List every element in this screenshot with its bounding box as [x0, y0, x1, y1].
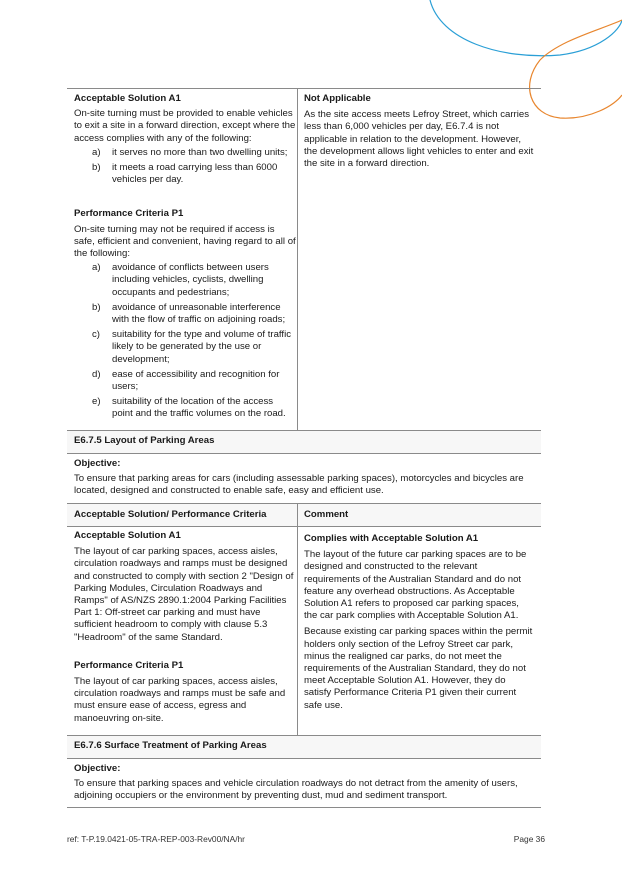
list-item-text: it meets a road carrying less than 6000 vehicles per day.	[112, 162, 278, 186]
p1-body: On-site turning may not be required if access is safe, efficient and convenient, having regard to all of the following:	[74, 223, 296, 260]
section-676-title: E6.7.6 Surface Treatment of Parking Areas	[74, 740, 267, 751]
a1-list	[74, 147, 296, 187]
col-header-left: Acceptable Solution/ Performance Criteria	[74, 509, 267, 520]
p1-675-body: The layout of car parking spaces, access aisles, circulation roadways and ramps must be safe and must ensure ease of access, egress and manoeuvring on-site.	[74, 676, 286, 724]
section-675-objective	[67, 458, 541, 498]
column-divider	[297, 503, 298, 735]
rule	[67, 807, 541, 808]
footer-ref: ref: T-P.19.0421-05-TRA-REP-003-Rev00/NA/hr	[67, 834, 245, 844]
col-header-right: Comment	[304, 509, 349, 520]
list-item	[74, 147, 296, 159]
rule	[67, 453, 541, 454]
p1-675-heading: Performance Criteria P1	[74, 659, 184, 671]
a1-right-cell	[304, 93, 534, 170]
objective-label: Objective:	[74, 763, 121, 774]
a1-675-body: The layout of car parking spaces, access aisles, circulation roadways and ramps must be designed and constructed to comply with section 2 "Design of Parking Modules, Circulation Roadways and Ramps" of AS/NZS 2890.1:2004 Parking Facilities Part 1: Off-street car parking and must have sufficient headroom to comply with clause 5.3 "Headroom" of the same Standard.	[74, 546, 294, 643]
not-applicable-body: As the site access meets Lefroy Street, which carries less than 6,000 vehicles per day, E6.7.4 is not applicable in relation to the development. However, the development allows light vehicles to enter and exit the site in a forward direction.	[304, 109, 534, 170]
section-675-header	[67, 431, 541, 453]
not-applicable-heading: Not Applicable	[304, 93, 371, 104]
a1-left-cell	[74, 93, 296, 424]
list-item	[74, 302, 296, 326]
list-item-text: ease of accessibility and recognition for users;	[112, 368, 280, 393]
section-675-title: E6.7.5 Layout of Parking Areas	[74, 435, 215, 446]
a1-675-heading: Acceptable Solution A1	[74, 530, 181, 541]
complies-heading: Complies with Acceptable Solution A1	[304, 533, 479, 544]
objective-text: To ensure that parking areas for cars (including assessable parking spaces), motorcycles and bicycles are located, designed and constructed to enable safe, easy and efficient use.	[74, 473, 524, 497]
objective-label: Objective:	[74, 458, 121, 469]
comment-para-2: Because existing car parking spaces within the permit holders only section of the Lefroy Street car park, minus the realigned car parks, do not meet the requirements of the Australian Standard, they do not meet Acceptable Solution A1. However, they do satisfy Performance Criteria P1 given their current safe use.	[304, 626, 533, 711]
list-marker: d)	[92, 368, 101, 380]
list-marker: e)	[92, 396, 101, 408]
section-676-header	[67, 736, 541, 758]
list-item-text: avoidance of conflicts between users including vehicles, cyclists, dwelling occupants and pedestrians;	[112, 262, 269, 298]
a1-675-right-cell	[304, 531, 534, 712]
rule	[67, 526, 541, 527]
section-676-objective	[67, 763, 541, 803]
footer-page-number: Page 36	[513, 834, 545, 844]
table-top-rule	[67, 88, 541, 89]
list-marker: a)	[92, 146, 101, 158]
column-header-row	[67, 504, 541, 526]
list-item	[74, 369, 296, 393]
list-item	[74, 162, 296, 186]
orange-arc	[530, 20, 622, 118]
a1-body: On-site turning must be provided to enable vehicles to exit a site in a forward direction, except where the access complies with any of the following:	[74, 108, 296, 144]
list-item-text: avoidance of unreasonable interference with the flow of traffic on adjoining roads;	[112, 301, 286, 326]
list-item	[74, 396, 296, 420]
list-marker: c)	[92, 329, 100, 341]
p1-heading: Performance Criteria P1	[74, 208, 184, 220]
objective-text: To ensure that parking spaces and vehicle circulation roadways do not detract from the amenity of users, adjoining occupiers or the environment by preventing dust, mud and sediment transport.	[74, 778, 518, 802]
list-item-text: it serves no more than two dwelling units;	[112, 146, 288, 158]
blue-arc	[430, 0, 622, 56]
list-marker: b)	[92, 301, 101, 313]
list-item	[74, 329, 296, 366]
a1-heading: Acceptable Solution A1	[74, 93, 181, 104]
comment-para-1: The layout of the future car parking spaces are to be designed and constructed to the relevant requirements of the Australian Standard and do not feature any overhead obstructions. As Acceptable Solution A1 refers to proposed car parking spaces, the car park complies with Acceptable Solution A1.	[304, 549, 527, 622]
list-item-text: suitability for the type and volume of traffic likely to be generated by the use or development;	[112, 329, 291, 365]
list-item	[74, 262, 296, 299]
p1-list	[74, 262, 296, 420]
rule	[67, 758, 541, 759]
list-item-text: suitability of the location of the access point and the traffic volumes on the road.	[112, 396, 286, 420]
list-marker: b)	[92, 162, 101, 174]
a1-675-left-cell	[74, 530, 296, 725]
column-divider	[297, 88, 298, 430]
list-marker: a)	[92, 262, 101, 274]
